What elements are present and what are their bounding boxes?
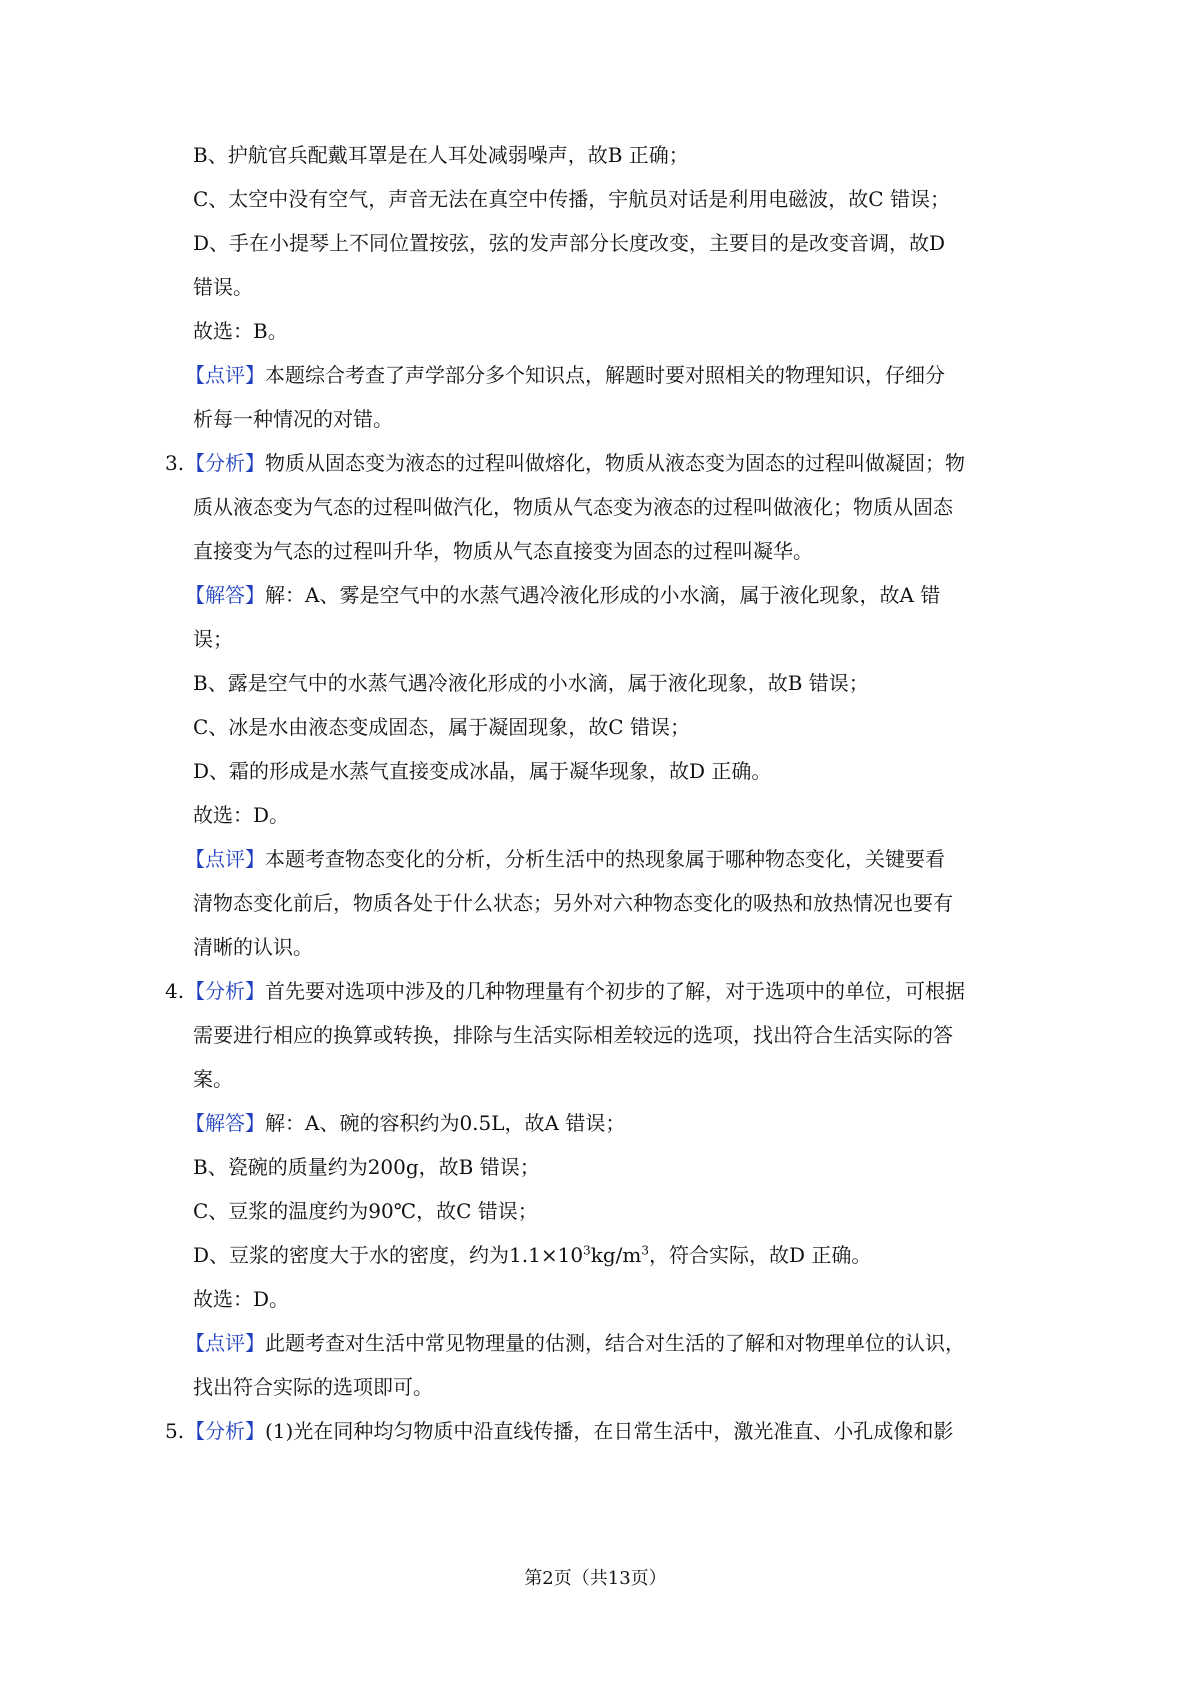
exponent: 3 [583,1243,591,1258]
exponent: 3 [641,1243,649,1258]
page-footer: 第2页（共13页） [524,1568,667,1589]
q4-jieda-line1 [185,1108,625,1138]
q3-jieda-a-line2: 误； [193,627,233,651]
q4-jieda-a-text: 解：A、碗的容积约为0.5L，故A 错误； [265,1111,626,1135]
q4-fenxi-line1 [185,976,965,1006]
q3-dianping-line3: 清晰的认识。 [193,935,313,959]
q4-jieda-d-pre: D、豆浆的密度大于水的密度，约为1.1×10 [193,1243,584,1267]
question-number-3: 3. [165,451,185,475]
q2-dianping-line1 [185,360,945,390]
q4-answer: 故选：D。 [193,1287,290,1311]
q4-jieda-d-unit: kg/m [590,1243,642,1267]
q3-jieda-b: B、露是空气中的水蒸气遇冷液化形成的小水滴，属于液化现象，故B 错误； [193,671,869,695]
q3-answer: 故选：D。 [193,803,290,827]
q2-jieda-d-line1: D、手在小提琴上不同位置按弦，弦的发声部分长度改变，主要目的是改变音调，故D [193,231,946,255]
q5-fenxi-text: (1)光在同种均匀物质中沿直线传播，在日常生活中，激光准直、小孔成像和影 [265,1419,954,1443]
q4-jieda-b: B、瓷碗的质量约为200g，故B 错误； [193,1155,540,1179]
question-number-4: 4. [165,979,185,1003]
dianping-tag: 【点评】 [185,1331,265,1355]
q4-fenxi-text: 首先要对选项中涉及的几种物理量有个初步的了解，对于选项中的单位，可根据 [265,979,965,1003]
fenxi-tag: 【分析】 [185,1419,265,1443]
q4-jieda-d [193,1240,871,1270]
q2-answer: 故选：B。 [193,319,288,343]
dianping-tag: 【点评】 [185,847,265,871]
dianping-tag: 【点评】 [185,363,265,387]
q3-fenxi-line1 [185,448,965,478]
q4-dianping-line2: 找出符合实际的选项即可。 [193,1375,433,1399]
fenxi-tag: 【分析】 [185,979,265,1003]
q3-jieda-a-text: 解：A、雾是空气中的水蒸气遇冷液化形成的小水滴，属于液化现象，故A 错 [265,583,941,607]
q2-dianping-text: 本题综合考查了声学部分多个知识点，解题时要对照相关的物理知识，仔细分 [265,363,945,387]
q5-fenxi-line1 [185,1416,953,1446]
q3-fenxi-line3: 直接变为气态的过程叫升华，物质从气态直接变为固态的过程叫凝华。 [193,539,813,563]
q4-fenxi-line2: 需要进行相应的换算或转换，排除与生活实际相差较远的选项，找出符合生活实际的答 [193,1023,953,1047]
q3-dianping-line2: 清物态变化前后，物质各处于什么状态；另外对六种物态变化的吸热和放热情况也要有 [193,891,953,915]
q4-dianping-text: 此题考查对生活中常见物理量的估测，结合对生活的了解和对物理单位的认识， [265,1331,965,1355]
q3-fenxi-line2: 质从液态变为气态的过程叫做汽化，物质从气态变为液态的过程叫做液化；物质从固态 [193,495,953,519]
q3-fenxi-text: 物质从固态变为液态的过程叫做熔化，物质从液态变为固态的过程叫做凝固；物 [265,451,965,475]
q4-fenxi-line3: 案。 [193,1067,233,1091]
q3-dianping-text: 本题考查物态变化的分析，分析生活中的热现象属于哪种物态变化，关键要看 [265,847,945,871]
q3-jieda-line1 [185,580,940,610]
question-number-5: 5. [165,1419,185,1443]
q2-jieda-c: C、太空中没有空气，声音无法在真空中传播，宇航员对话是利用电磁波，故C 错误； [193,187,950,211]
fenxi-tag: 【分析】 [185,451,265,475]
q2-jieda-d-line2: 错误。 [193,275,253,299]
q3-jieda-d: D、霜的形成是水蒸气直接变成冰晶，属于凝华现象，故D 正确。 [193,759,772,783]
jieda-tag: 【解答】 [185,1111,265,1135]
q4-dianping-line1 [185,1328,965,1358]
jieda-tag: 【解答】 [185,583,265,607]
q4-jieda-c: C、豆浆的温度约为90℃，故C 错误； [193,1199,538,1223]
q3-dianping-line1 [185,844,945,874]
q2-jieda-b: B、护航官兵配戴耳罩是在人耳处减弱噪声，故B 正确； [193,143,689,167]
q3-jieda-c: C、冰是水由液态变成固态，属于凝固现象，故C 错误； [193,715,690,739]
q4-jieda-d-post: ，符合实际，故D 正确。 [648,1243,872,1267]
q2-dianping-line2: 析每一种情况的对错。 [193,407,393,431]
